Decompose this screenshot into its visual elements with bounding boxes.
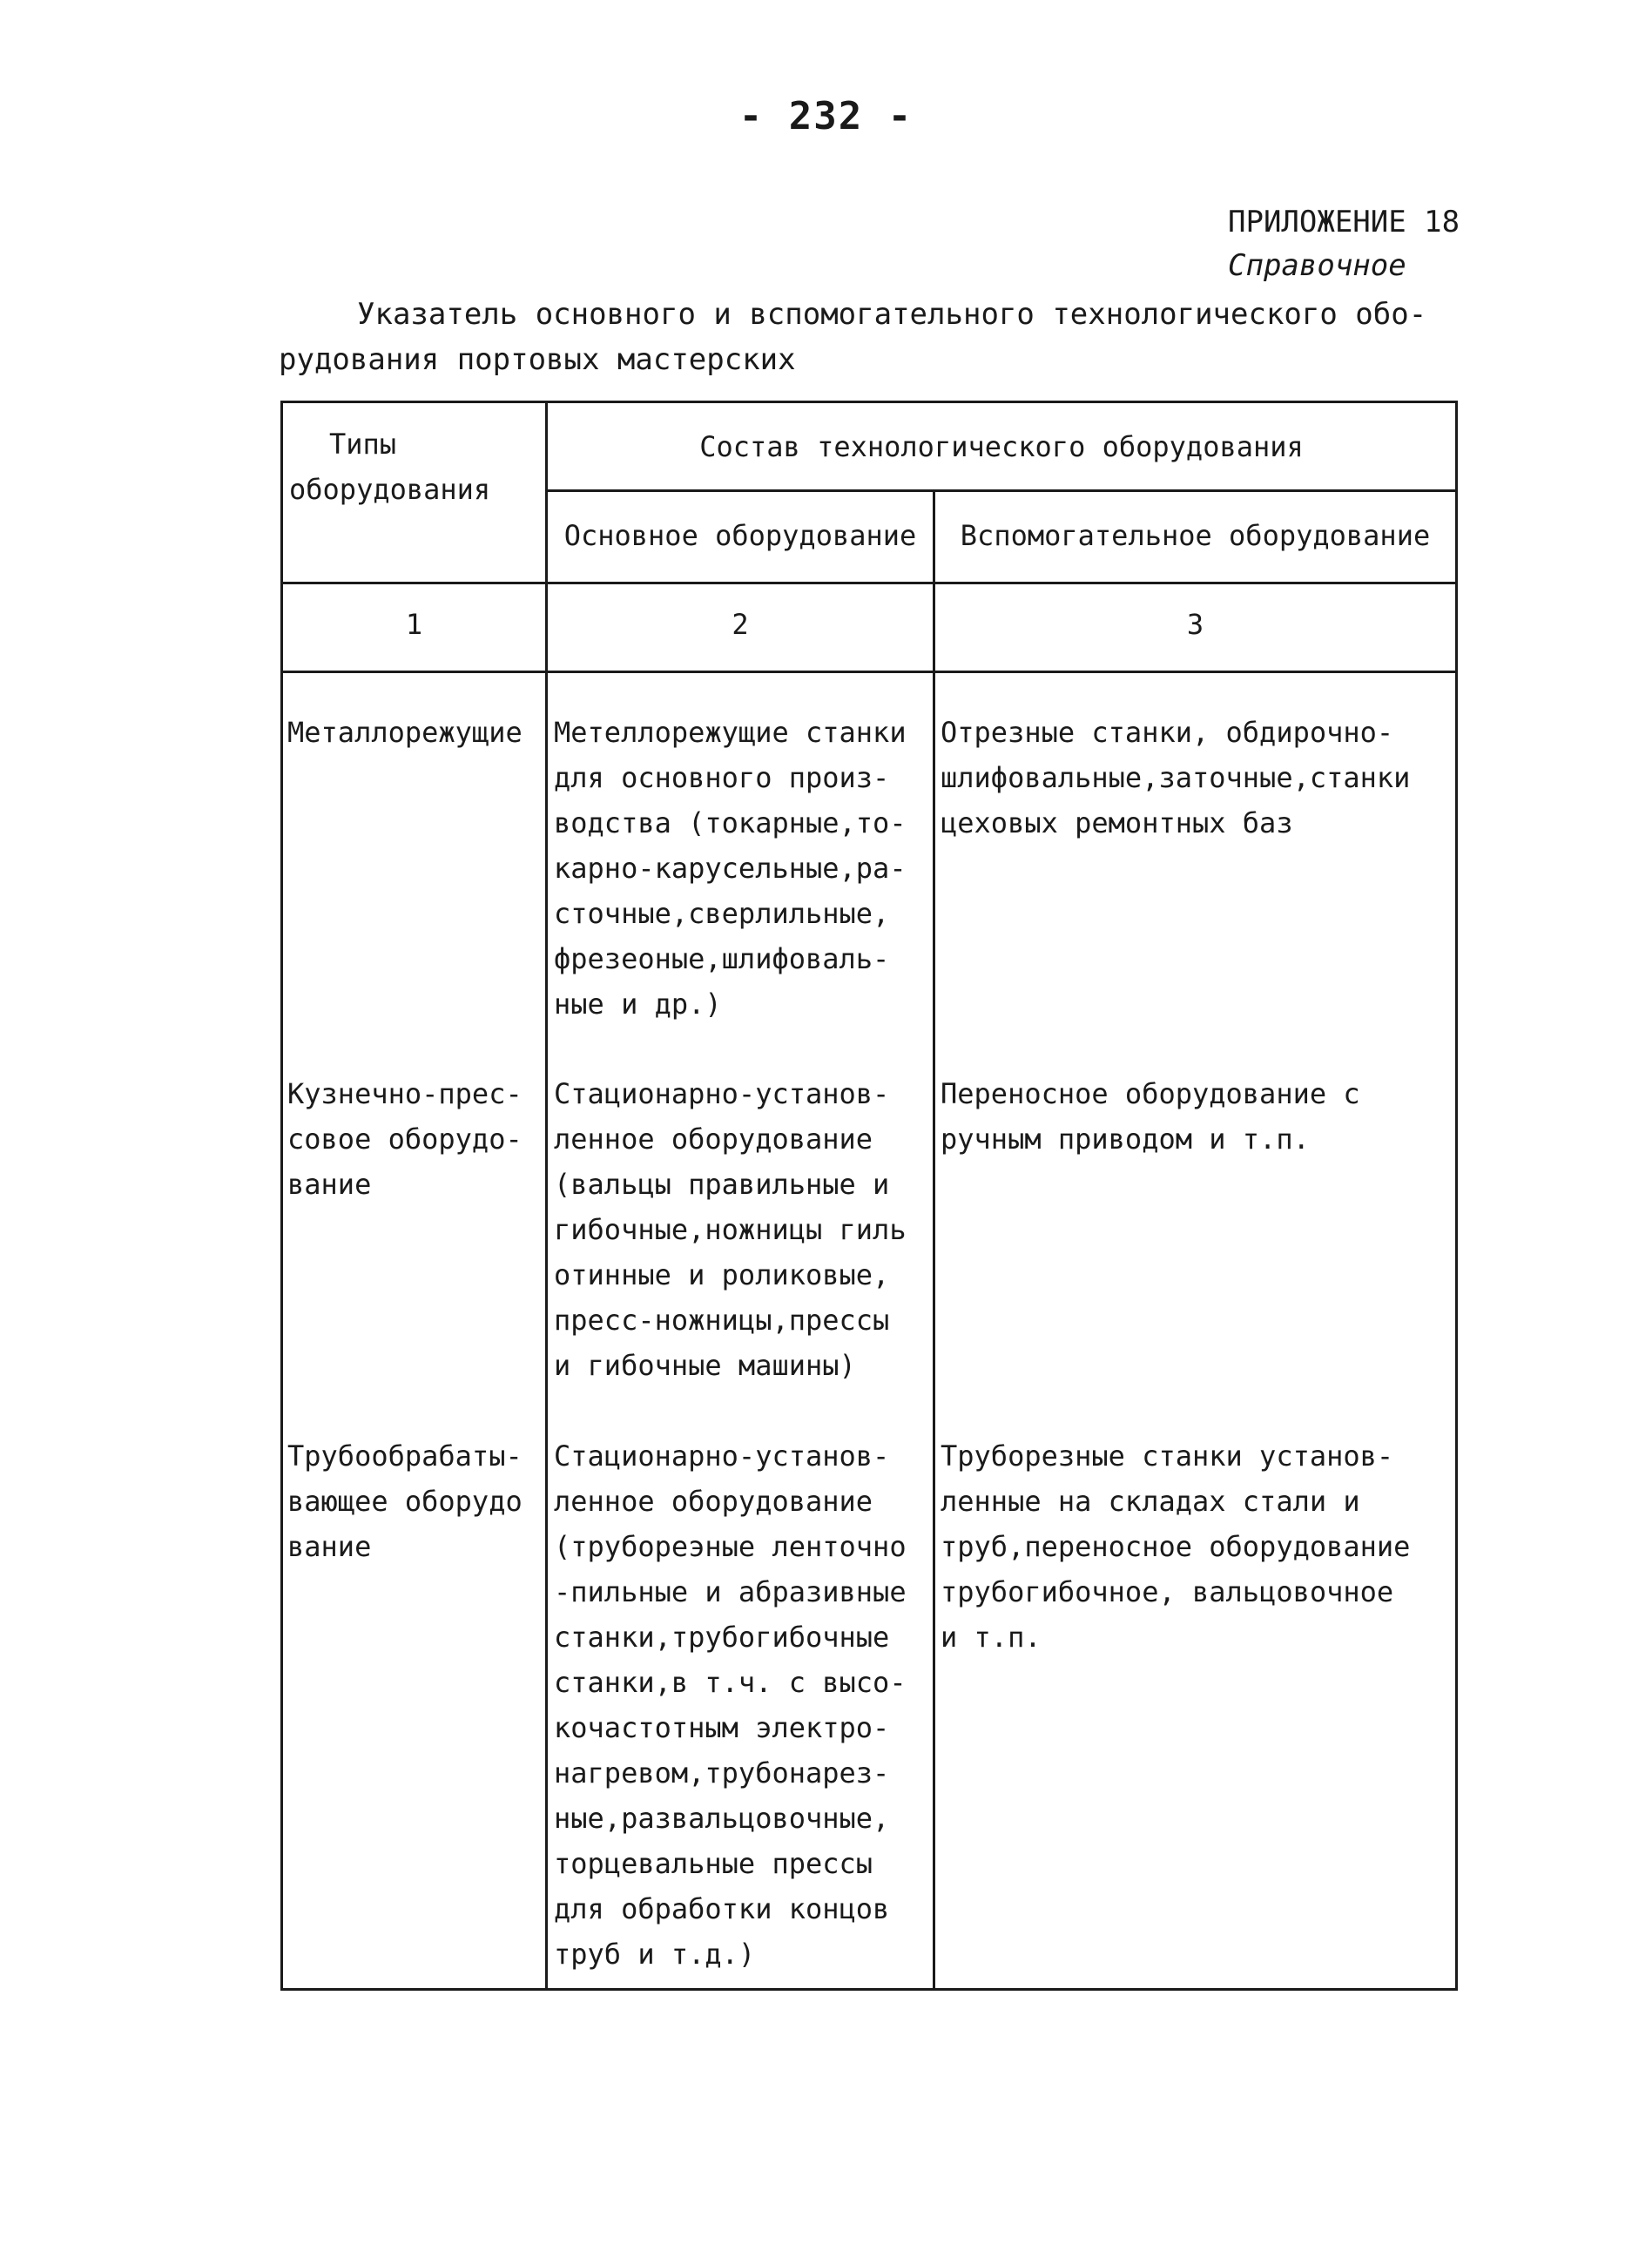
appendix-subtitle: Справочное [1228, 248, 1406, 283]
table-cell-aux-line: ручным приводом и т.п. [941, 1122, 1310, 1156]
table-cell-main-line: станки,трубогибочные [554, 1621, 890, 1654]
table-cell-main-line: ные,развальцовочные, [554, 1802, 890, 1835]
table-cell-main-line: ленное оборудование [554, 1122, 873, 1156]
table-cell-type-line: Кузнечно-прес- [287, 1077, 523, 1110]
table-cell-aux-line: ленные на складах стали и [941, 1485, 1360, 1518]
table-cell-main-line: станки,в т.ч. с высо- [554, 1666, 907, 1699]
table-cell-aux-line: Переносное оборудование с [941, 1077, 1360, 1110]
document-title-line-1: Указатель основного и вспомогательного технологического обо- [357, 297, 1427, 332]
document-title [279, 292, 1446, 382]
column-divider-2 [933, 489, 935, 1991]
table-cell-aux-line: Отрезные станки, обдирочно- [941, 716, 1394, 749]
table-cell-aux-line: шлифовальные,заточные,станки [941, 761, 1411, 794]
table-cell-main-line: и гибочные машины) [554, 1349, 856, 1382]
table-cell-type-line: Металлорежущие [287, 716, 523, 749]
table-cell-main-line: сточные,сверлильные, [554, 897, 890, 930]
header-type-line-1: Типы [329, 428, 397, 461]
table-cell-main-line: торцевальные прессы [554, 1847, 873, 1880]
table-cell-main-line: отинные и роликовые, [554, 1258, 890, 1291]
table-border-top [280, 401, 1458, 403]
header-aux-equipment: Вспомогательное оборудование [960, 519, 1431, 552]
numbers-bottom-line [280, 671, 1458, 673]
table-cell-main-line: водства (токарные,то- [554, 806, 907, 839]
table-cell-main-line: фрезеоные,шлифоваль- [554, 942, 890, 975]
table-cell-main-line: Стационарно-установ- [554, 1439, 890, 1473]
table-cell-aux-line: труб,переносное оборудование [941, 1530, 1411, 1563]
table-border-bottom [280, 1988, 1458, 1991]
table-cell-aux-line: трубогибочное, вальцовочное [941, 1575, 1394, 1608]
table-cell-main-line: ные и др.) [554, 988, 722, 1021]
table-cell-main-line: гибочные,ножницы гиль [554, 1213, 907, 1246]
table-cell-main-line: труб и т.д.) [554, 1938, 756, 1971]
table-cell-main-line: кочастотным электро- [554, 1711, 890, 1744]
table-cell-aux-line: и т.п. [941, 1621, 1042, 1654]
document-title-line-2: рудования портовых мастерских [279, 342, 796, 377]
table-cell-main-line: Метеллорежущие станки [554, 716, 907, 749]
table-cell-aux-line: цеховых ремонтных баз [941, 806, 1293, 839]
table-cell-type-line: вание [287, 1168, 372, 1201]
table-cell-main-line: для обработки концов [554, 1892, 890, 1925]
column-number-3: 3 [1186, 608, 1204, 641]
table-cell-main-line: карно-карусельные,ра- [554, 852, 907, 885]
header-bottom-line [280, 582, 1458, 584]
table-cell-main-line: Стационарно-установ- [554, 1077, 890, 1110]
table-cell-type-line: вающее оборудо [287, 1485, 523, 1518]
header-group-underline [545, 489, 1458, 492]
table-cell-main-line: пресс-ножницы,прессы [554, 1304, 890, 1337]
header-group-title: Состав технологического оборудования [699, 430, 1304, 463]
column-number-1: 1 [405, 608, 423, 641]
table-cell-main-line: ленное оборудование [554, 1485, 873, 1518]
table-cell-main-line: для основного произ- [554, 761, 890, 794]
table-cell-type-line: Трубообрабаты- [287, 1439, 523, 1473]
table-cell-main-line: нагревом,трубонарез- [554, 1756, 890, 1790]
page-number: - 232 - [738, 94, 914, 138]
table-cell-main-line: (трубореэные ленточно [554, 1530, 907, 1563]
appendix-label: ПРИЛОЖЕНИЕ 18 [1228, 205, 1460, 239]
table-border-right [1455, 401, 1458, 1991]
table-cell-type-line: вание [287, 1530, 372, 1563]
header-type-line-2: оборудования [289, 473, 491, 506]
table-cell-main-line: (вальцы правильные и [554, 1168, 890, 1201]
column-number-2: 2 [732, 608, 749, 641]
header-main-equipment: Основное оборудование [563, 519, 917, 552]
table-cell-type-line: совое оборудо- [287, 1122, 523, 1156]
table-cell-main-line: -пильные и абразивные [554, 1575, 907, 1608]
table-cell-aux-line: Труборезные станки установ- [941, 1439, 1394, 1473]
equipment-table [280, 401, 1458, 1991]
